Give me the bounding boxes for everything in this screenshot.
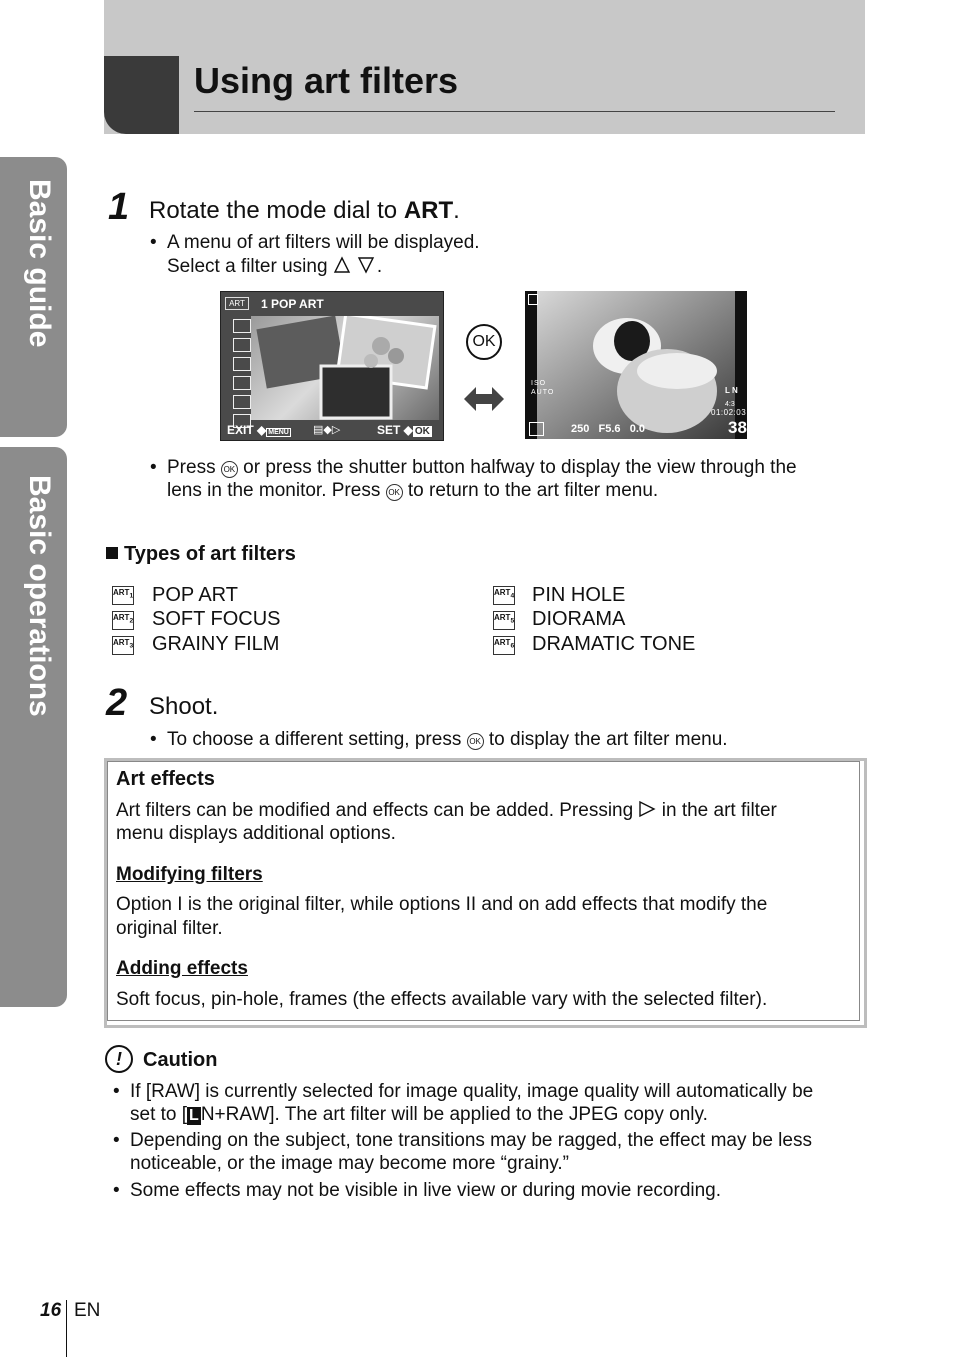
- bullet-line: to display the art filter menu.: [488, 729, 728, 750]
- step-heading: Shoot.: [149, 693, 219, 720]
- shutter-speed: 250: [571, 423, 590, 435]
- art-mode-label: ART: [403, 197, 454, 224]
- art-effects-line: in the art filter: [661, 800, 777, 821]
- large-quality-icon: L: [189, 1107, 199, 1124]
- filter-item: PIN HOLE: [532, 584, 626, 606]
- page-number: 16: [40, 1300, 62, 1321]
- live-view-screen: [525, 291, 747, 439]
- types-heading-text: Types of art filters: [124, 543, 296, 565]
- modifying-filters-heading: Modifying filters: [116, 864, 263, 885]
- shots-remaining: 38: [728, 418, 747, 437]
- art-filter-2-icon: [112, 611, 134, 630]
- art-icon-text: ART: [494, 613, 511, 622]
- ok-button-icon: OK: [466, 324, 502, 360]
- bullet-line: Select a filter using: [167, 256, 328, 277]
- aspect-indicator: 4:3: [725, 401, 735, 408]
- photo-collage-image: [251, 316, 439, 420]
- footer-divider: [66, 1300, 67, 1357]
- step-heading-text: Rotate the mode dial to: [149, 197, 398, 224]
- filter-icon: [233, 338, 251, 352]
- art-filter-6-icon: [493, 636, 515, 655]
- ok-icon: OK: [467, 733, 484, 750]
- menu-filter-icons: [233, 319, 251, 428]
- art-icon-number: 6: [510, 642, 515, 650]
- art-mode-icon: [529, 422, 544, 436]
- language-label: EN: [74, 1300, 101, 1321]
- filter-item: GRAINY FILM: [152, 633, 280, 655]
- bullet-text: [167, 255, 382, 278]
- art-icon-number: 5: [510, 617, 515, 625]
- filter-item: DRAMATIC TONE: [532, 633, 696, 655]
- art-icon-text: ART: [113, 638, 130, 647]
- caution-line: N+RAW]. The art filter will be applied to the JPEG copy only.: [200, 1104, 708, 1125]
- filter-list-left: [112, 584, 472, 660]
- caution-line: set to [: [130, 1104, 188, 1125]
- art-effects-text: [116, 799, 777, 822]
- side-tab-label: Basic operations: [23, 475, 56, 717]
- bullet-line: A menu of art filters will be displayed.: [167, 232, 480, 253]
- ok-key-label: OK: [414, 426, 430, 437]
- step-number: 1: [108, 186, 130, 228]
- bullet-line: To choose a different setting, press: [167, 729, 462, 750]
- art-effects-line: Art filters can be modified and effects can be added. Pressing: [116, 800, 634, 821]
- bullet-line: lens in the monitor. Press: [167, 480, 381, 501]
- menu-key-label: MENU: [268, 429, 289, 436]
- step-heading: [149, 197, 460, 225]
- live-view-photo: [537, 291, 735, 439]
- art-icon-number: 2: [129, 617, 134, 625]
- side-tab-basic-guide[interactable]: [0, 157, 67, 437]
- double-arrow-icon: [464, 384, 504, 414]
- bullet-text: [167, 728, 728, 751]
- art-icon-number: 3: [129, 642, 134, 650]
- menu-photo-collage: [251, 316, 439, 420]
- filter-item: SOFT FOCUS: [152, 608, 281, 630]
- modifying-filters-text: original filter.: [116, 918, 223, 939]
- art-icon-number: 1: [129, 592, 134, 600]
- set-label: SET: [377, 423, 401, 437]
- step-heading-period: .: [453, 197, 460, 224]
- exposure-comp: 0.0: [629, 423, 646, 435]
- types-heading: [106, 543, 296, 566]
- filter-icon: [233, 357, 251, 371]
- filter-icon: [233, 376, 251, 390]
- art-filter-5-icon: [493, 611, 515, 630]
- art-filter-4-icon: [493, 586, 515, 605]
- caution-bullet: • Depending on the subject, tone transitions may be ragged, the effect may be less: [130, 1129, 812, 1152]
- filter-icon: [233, 395, 251, 409]
- side-tab-basic-operations[interactable]: [0, 447, 67, 1007]
- up-down-arrows-icon: [333, 256, 377, 274]
- bullet-line: to return to the art filter menu.: [407, 480, 659, 501]
- art-icon-text: ART: [494, 638, 511, 647]
- modifying-filters-text: Option I is the original filter, while options II and on add effects that modify the: [116, 894, 768, 915]
- ok-icon: OK: [221, 461, 238, 478]
- adding-effects-heading: Adding effects: [116, 958, 248, 979]
- square-bullet-icon: [106, 547, 118, 559]
- bullet-text: [167, 231, 480, 254]
- bullet-line-end: .: [376, 256, 383, 277]
- right-arrow-icon: [638, 800, 656, 818]
- art-filter-3-icon: [112, 636, 134, 655]
- filter-item: POP ART: [152, 584, 238, 606]
- adding-effects-text: Soft focus, pin-hole, frames (the effects available vary with the selected filter).: [116, 989, 768, 1010]
- art-menu-screen: [220, 291, 444, 441]
- caution-bullet: [130, 1103, 708, 1126]
- bullet-line: Press: [167, 457, 216, 478]
- quality-indicator: L N: [725, 386, 738, 395]
- header-tab-block: [104, 56, 179, 134]
- ok-icon: OK: [386, 484, 403, 501]
- filter-list-right: [493, 584, 853, 660]
- aperture-value: F5.6: [598, 423, 621, 435]
- caution-icon: !: [105, 1045, 133, 1073]
- battery-icon: [528, 294, 538, 305]
- exposure-readout: [571, 423, 645, 435]
- caution-bullet: noticeable, or the image may become more “grainy.”: [130, 1153, 569, 1174]
- side-tab-label: Basic guide: [23, 179, 56, 348]
- iso-auto-label: AUTO: [531, 389, 555, 396]
- menu-selected-filter: 1 POP ART: [261, 297, 324, 311]
- menu-set-hint: SET ◆ OK: [377, 423, 430, 437]
- art-tag-icon: ART: [225, 297, 249, 310]
- art-effects-heading: Art effects: [116, 768, 215, 790]
- art-icon-text: ART: [113, 613, 130, 622]
- art-icon-text: ART: [494, 588, 511, 597]
- iso-indicator: [531, 379, 554, 397]
- filter-icon: [233, 319, 251, 333]
- step-number: 2: [106, 682, 128, 724]
- exit-label: EXIT: [227, 423, 254, 437]
- caution-heading: Caution: [143, 1049, 218, 1071]
- bullet-text: [167, 456, 797, 479]
- caution-bullet: • If [RAW] is currently selected for image quality, image quality will automatically be: [130, 1080, 813, 1103]
- iso-label: ISO: [531, 380, 547, 387]
- art-effects-text: menu displays additional options.: [116, 823, 396, 844]
- bullet-line: or press the shutter button halfway to display the view through the: [243, 457, 797, 478]
- bullet-text: [167, 479, 658, 502]
- menu-exit-hint: EXIT ◆ MENU: [227, 423, 289, 437]
- caution-bullet: • Some effects may not be visible in live view or during movie recording.: [130, 1179, 721, 1202]
- art-icon-text: ART: [113, 588, 130, 597]
- menu-adjust-icon: ▤◆▷: [313, 424, 341, 436]
- page-title: Using art filters: [194, 60, 459, 101]
- filter-item: DIORAMA: [532, 608, 626, 630]
- title-rule: [194, 111, 835, 112]
- art-icon-number: 4: [510, 592, 515, 600]
- art-filter-1-icon: [112, 586, 134, 605]
- recording-time: 01:02:03: [711, 408, 747, 417]
